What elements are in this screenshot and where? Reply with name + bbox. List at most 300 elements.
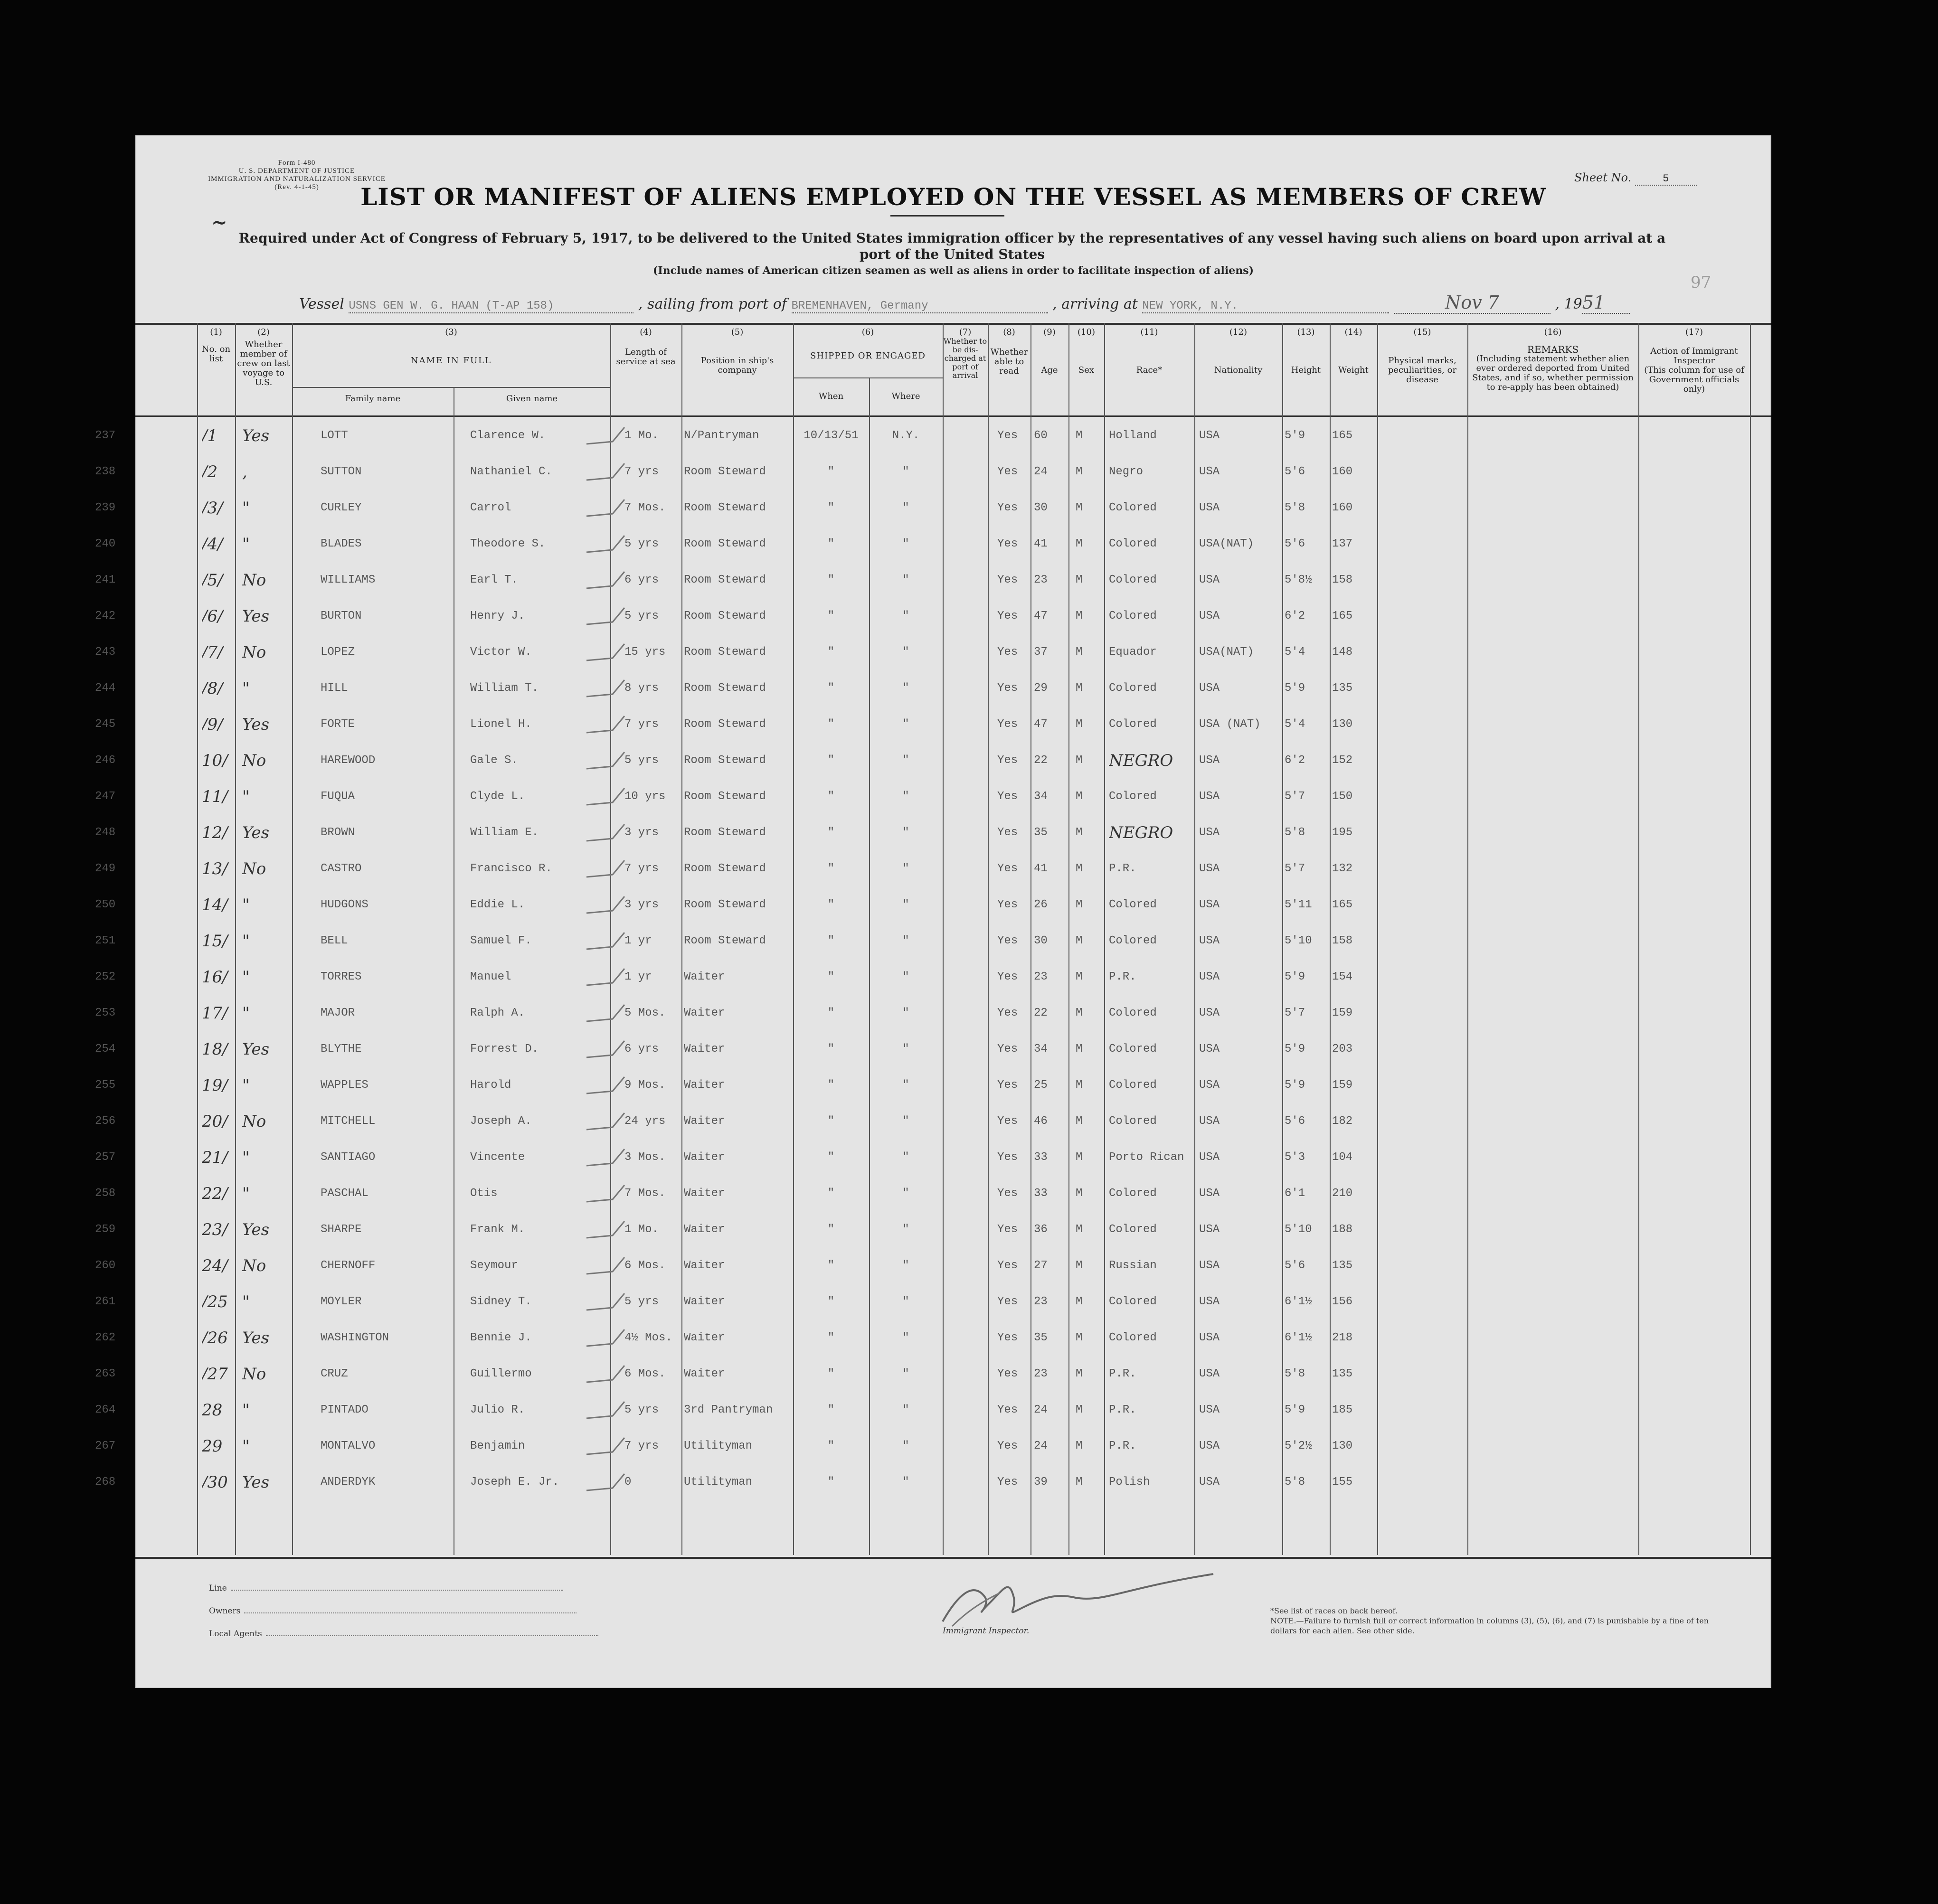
col7-header (943, 328, 988, 380)
table-row (95, 743, 1771, 779)
check-mark (584, 1216, 627, 1245)
table-row (95, 1392, 1771, 1428)
cell-sex: M (1076, 1331, 1083, 1344)
cell-given: Gale S. (470, 754, 518, 767)
cell-when: " (827, 826, 835, 839)
cell-race: NEGRO (1109, 823, 1173, 842)
cell-family: MONTALVO (321, 1440, 376, 1452)
col10-label: Sex (1078, 365, 1095, 375)
arrival-date: Nov 7 (1394, 292, 1550, 314)
cell-length: 6 yrs (624, 1043, 659, 1056)
cell-when: " (827, 1404, 835, 1416)
cell-family: SANTIAGO (321, 1151, 376, 1164)
cell-length: 7 yrs (624, 862, 659, 875)
cell-height: 5'6 (1285, 1115, 1305, 1128)
footnote-races: *See list of races on back hereof. (1270, 1606, 1398, 1615)
cell-no: 10/ (202, 751, 228, 770)
cell-weight: 130 (1332, 718, 1353, 731)
cell-position: Room Steward (684, 610, 766, 622)
cell-given: Forrest D. (470, 1043, 539, 1056)
cell-sex: M (1076, 790, 1083, 803)
col11-header (1104, 328, 1194, 375)
cell-weight: 152 (1332, 754, 1353, 767)
cell-crew: " (242, 1184, 250, 1203)
cell-where: " (902, 646, 909, 659)
cell-no: 21/ (202, 1148, 228, 1167)
cell-age: 23 (1034, 1295, 1048, 1308)
cell-no: 13/ (202, 859, 228, 878)
table-row (95, 1031, 1771, 1067)
cell-nat: USA (1199, 862, 1220, 875)
cell-given: Julio R. (470, 1404, 525, 1416)
cell-nat: USA (1199, 1440, 1220, 1452)
cell-where: " (902, 1259, 909, 1272)
cell-position: 3rd Pantryman (684, 1404, 773, 1416)
cell-where: " (902, 1079, 909, 1092)
col9-header (1030, 328, 1068, 375)
cell-family: WILLIAMS (321, 574, 376, 586)
shipped-subrule (793, 377, 943, 378)
cell-age: 35 (1034, 1331, 1048, 1344)
cell-race: Colored (1109, 1223, 1157, 1236)
cell-race: Colored (1109, 1187, 1157, 1200)
cell-family: SHARPE (321, 1223, 362, 1236)
cell-length: 15 yrs (624, 646, 666, 659)
cell-age: 60 (1034, 429, 1048, 442)
cell-given: Francisco R. (470, 862, 552, 875)
cell-where: " (902, 1476, 909, 1489)
cell-family: MOYLER (321, 1295, 362, 1308)
cell-family: BURTON (321, 610, 362, 622)
cell-margin: 264 (95, 1404, 116, 1416)
table-row (95, 851, 1771, 887)
cell-sex: M (1076, 1295, 1083, 1308)
cell-read: Yes (997, 1476, 1018, 1489)
col12-label: Nationality (1214, 365, 1263, 375)
cell-margin: 261 (95, 1295, 116, 1308)
cell-race: Russian (1109, 1259, 1157, 1272)
col16-label: REMARKS (1527, 344, 1579, 355)
cell-no: 19/ (202, 1076, 228, 1095)
shipped-where-header: Where (891, 391, 920, 401)
cell-where: " (902, 1115, 909, 1128)
cell-family: PASCHAL (321, 1187, 369, 1200)
cell-read: Yes (997, 537, 1018, 550)
cell-position: Room Steward (684, 501, 766, 514)
table-row (95, 1428, 1771, 1464)
cell-margin: 237 (95, 429, 116, 442)
check-mark (584, 783, 627, 812)
footnote (1270, 1606, 1726, 1636)
cell-no: /3/ (202, 499, 223, 518)
agents-label: Local Agents (209, 1629, 262, 1639)
cell-age: 47 (1034, 718, 1048, 731)
cell-read: Yes (997, 1187, 1018, 1200)
cell-given: Theodore S. (470, 537, 546, 550)
table-row (95, 923, 1771, 959)
cell-given: Carrol (470, 501, 511, 514)
check-mark (584, 1072, 627, 1101)
cell-margin: 250 (95, 898, 116, 911)
cell-height: 5'6 (1285, 465, 1305, 478)
sailing-from: BREMENHAVEN, Germany (792, 300, 1048, 313)
table-row (95, 526, 1771, 562)
table-row (95, 707, 1771, 743)
check-mark (584, 1361, 627, 1389)
col15-number: (15) (1413, 327, 1431, 337)
cell-nat: USA (1199, 826, 1220, 839)
cell-read: Yes (997, 1223, 1018, 1236)
col7-label: Whether to be dis-charged at port of arrival (943, 337, 987, 380)
cell-when: " (827, 1043, 835, 1056)
check-mark (584, 820, 627, 848)
col9-label: Age (1041, 365, 1058, 375)
check-mark (584, 1180, 627, 1209)
cell-when: " (827, 790, 835, 803)
cell-where: " (902, 1187, 909, 1200)
cell-family: CASTRO (321, 862, 362, 875)
cell-position: Room Steward (684, 790, 766, 803)
col6-number: (6) (861, 327, 874, 337)
cell-age: 46 (1034, 1115, 1048, 1128)
check-mark (584, 711, 627, 740)
cell-race: Colored (1109, 718, 1157, 731)
cell-where: " (902, 1440, 909, 1452)
cell-length: 5 yrs (624, 1295, 659, 1308)
cell-height: 5'7 (1285, 790, 1305, 803)
col17-number: (17) (1685, 327, 1703, 337)
cell-no: 24/ (202, 1256, 228, 1275)
cell-nat: USA (1199, 1187, 1220, 1200)
form-number: Form I-480 (278, 159, 316, 167)
cell-race: Colored (1109, 790, 1157, 803)
cell-where: " (902, 574, 909, 586)
cell-sex: M (1076, 1440, 1083, 1452)
cell-when: " (827, 682, 835, 695)
cell-height: 5'8 (1285, 501, 1305, 514)
check-mark (584, 1469, 627, 1498)
cell-height: 5'9 (1285, 1404, 1305, 1416)
col13-header (1282, 328, 1330, 375)
cell-height: 5'9 (1285, 1043, 1305, 1056)
cell-position: Room Steward (684, 682, 766, 695)
cell-crew: " (242, 679, 250, 698)
cell-margin: 253 (95, 1007, 116, 1019)
cell-position: Waiter (684, 1115, 725, 1128)
cell-margin: 252 (95, 971, 116, 983)
cell-race: Colored (1109, 501, 1157, 514)
cell-age: 34 (1034, 790, 1048, 803)
cell-given: Vincente (470, 1151, 525, 1164)
cell-where: " (902, 682, 909, 695)
cell-margin: 240 (95, 537, 116, 550)
cell-where: " (902, 826, 909, 839)
inspector-signature (933, 1569, 1218, 1631)
cell-age: 27 (1034, 1259, 1048, 1272)
cell-age: 35 (1034, 826, 1048, 839)
table-row (95, 995, 1771, 1031)
vessel-label: Vessel (299, 296, 344, 312)
col8-header (988, 328, 1030, 376)
cell-given: Benjamin (470, 1440, 525, 1452)
cell-position: Waiter (684, 1367, 725, 1380)
cell-weight: 188 (1332, 1223, 1353, 1236)
cell-sex: M (1076, 1404, 1083, 1416)
vessel-name: USNS GEN W. G. HAAN (T-AP 158) (349, 300, 633, 313)
cell-read: Yes (997, 1295, 1018, 1308)
col12-header (1194, 328, 1282, 375)
cell-nat: USA (1199, 574, 1220, 586)
col11-number: (11) (1140, 327, 1158, 337)
table-row (95, 1176, 1771, 1212)
cell-age: 39 (1034, 1476, 1048, 1489)
cell-where: " (902, 1404, 909, 1416)
cell-length: 5 yrs (624, 537, 659, 550)
cell-height: 5'8 (1285, 826, 1305, 839)
col10-header (1068, 328, 1104, 375)
header-divider (135, 415, 1771, 417)
cell-nat: USA (1199, 1079, 1220, 1092)
cell-length: 1 Mo. (624, 429, 659, 442)
col4-header (610, 328, 681, 367)
cell-nat: USA (NAT) (1199, 718, 1261, 731)
cell-family: WAPPLES (321, 1079, 369, 1092)
table-row (95, 454, 1771, 490)
cell-crew: Yes (242, 607, 270, 626)
cell-position: Waiter (684, 1259, 725, 1272)
cell-when: " (827, 718, 835, 731)
col13-number: (13) (1297, 327, 1315, 337)
cell-family: SUTTON (321, 465, 362, 478)
col17-label: Action of Immigrant Inspector (1650, 346, 1738, 366)
cell-crew: " (242, 499, 250, 518)
owners-label: Owners (209, 1606, 241, 1616)
table-row (95, 1284, 1771, 1320)
cell-height: 5'9 (1285, 682, 1305, 695)
department: U. S. DEPARTMENT OF JUSTICE (238, 167, 355, 175)
cell-where: " (902, 1007, 909, 1019)
cell-race: Equador (1109, 646, 1157, 659)
cell-when: " (827, 465, 835, 478)
cell-length: 5 yrs (624, 610, 659, 622)
cell-no: 20/ (202, 1112, 228, 1131)
cell-read: Yes (997, 429, 1018, 442)
family-name-header: Family name (345, 394, 401, 404)
cell-age: 37 (1034, 646, 1048, 659)
cell-weight: 195 (1332, 826, 1353, 839)
cell-sex: M (1076, 1007, 1083, 1019)
cell-read: Yes (997, 971, 1018, 983)
cell-when: " (827, 646, 835, 659)
cell-position: Waiter (684, 1079, 725, 1092)
cell-sex: M (1076, 610, 1083, 622)
cell-read: Yes (997, 1367, 1018, 1380)
cell-nat: USA (1199, 465, 1220, 478)
table-row (95, 1067, 1771, 1103)
cell-height: 5'9 (1285, 1079, 1305, 1092)
check-mark (584, 964, 627, 992)
check-mark (584, 1433, 627, 1461)
cell-sex: M (1076, 971, 1083, 983)
cell-nat: USA (1199, 1476, 1220, 1489)
cell-when: " (827, 754, 835, 767)
cell-margin: 255 (95, 1079, 116, 1092)
col10-number: (10) (1078, 327, 1095, 337)
cell-when: " (827, 537, 835, 550)
cell-height: 5'6 (1285, 1259, 1305, 1272)
cell-length: 6 Mos. (624, 1367, 666, 1380)
inspector-label: Immigrant Inspector. (943, 1626, 1030, 1636)
check-mark (584, 1144, 627, 1173)
col16-number: (16) (1544, 327, 1562, 337)
cell-age: 23 (1034, 574, 1048, 586)
cell-length: 1 Mo. (624, 1223, 659, 1236)
cell-sex: M (1076, 1476, 1083, 1489)
cell-margin: 254 (95, 1043, 116, 1056)
cell-race: Colored (1109, 682, 1157, 695)
cell-age: 22 (1034, 1007, 1048, 1019)
check-mark (584, 531, 627, 559)
cell-given: Clarence W. (470, 429, 546, 442)
check-mark (584, 1000, 627, 1028)
cell-sex: M (1076, 1223, 1083, 1236)
cell-age: 23 (1034, 1367, 1048, 1380)
cell-height: 5'4 (1285, 646, 1305, 659)
cell-read: Yes (997, 718, 1018, 731)
cell-margin: 263 (95, 1367, 116, 1380)
cell-race: Colored (1109, 1007, 1157, 1019)
cell-no: /25 (202, 1292, 228, 1311)
cell-sex: M (1076, 718, 1083, 731)
cell-position: Waiter (684, 1043, 725, 1056)
cell-family: FUQUA (321, 790, 355, 803)
cell-when: " (827, 1259, 835, 1272)
cell-where: " (902, 1295, 909, 1308)
given-name-header: Given name (506, 394, 558, 404)
cell-sex: M (1076, 465, 1083, 478)
cell-sex: M (1076, 1367, 1083, 1380)
cell-family: BROWN (321, 826, 355, 839)
cell-age: 22 (1034, 754, 1048, 767)
cell-weight: 165 (1332, 898, 1353, 911)
cell-position: Room Steward (684, 934, 766, 947)
include-note: (Include names of American citizen seamen as well as aliens in order to facilitate inspection of aliens) (652, 264, 1254, 277)
cell-family: TORRES (321, 971, 362, 983)
cell-nat: USA (1199, 429, 1220, 442)
cell-height: 5'2½ (1285, 1440, 1312, 1452)
cell-when: " (827, 1476, 835, 1489)
cell-nat: USA(NAT) (1199, 646, 1254, 659)
cell-age: 23 (1034, 971, 1048, 983)
cell-given: Joseph E. Jr. (470, 1476, 559, 1489)
cell-race: Colored (1109, 1043, 1157, 1056)
cell-margin: 258 (95, 1187, 116, 1200)
cell-race: Porto Rican (1109, 1151, 1184, 1164)
cell-nat: USA (1199, 1295, 1220, 1308)
cell-nat: USA (1199, 1115, 1220, 1128)
cell-nat: USA (1199, 1007, 1220, 1019)
cell-position: Room Steward (684, 862, 766, 875)
col2-number: (2) (257, 327, 270, 337)
cell-sex: M (1076, 754, 1083, 767)
cell-family: FORTE (321, 718, 355, 731)
table-row (95, 1103, 1771, 1140)
cell-family: BLYTHE (321, 1043, 362, 1056)
cell-position: Waiter (684, 1295, 725, 1308)
cell-given: Seymour (470, 1259, 518, 1272)
cell-weight: 154 (1332, 971, 1353, 983)
manifest-sheet (95, 135, 1771, 1688)
check-mark (584, 1253, 627, 1281)
cell-weight: 165 (1332, 429, 1353, 442)
cell-read: Yes (997, 610, 1018, 622)
cell-nat: USA (1199, 934, 1220, 947)
cell-read: Yes (997, 574, 1018, 586)
cell-sex: M (1076, 898, 1083, 911)
cell-age: 30 (1034, 501, 1048, 514)
cell-no: /27 (202, 1365, 228, 1384)
cell-height: 5'9 (1285, 429, 1305, 442)
cell-height: 5'7 (1285, 862, 1305, 875)
cell-weight: 130 (1332, 1440, 1353, 1452)
cell-race: Colored (1109, 1079, 1157, 1092)
cell-sex: M (1076, 1259, 1083, 1272)
cell-given: Guillermo (470, 1367, 532, 1380)
cell-height: 5'7 (1285, 1007, 1305, 1019)
cell-age: 36 (1034, 1223, 1048, 1236)
cell-crew: " (242, 1401, 250, 1420)
check-mark (584, 567, 627, 595)
cell-age: 30 (1034, 934, 1048, 947)
col14-number: (14) (1344, 327, 1362, 337)
cell-length: 1 yr (624, 971, 652, 983)
cell-read: Yes (997, 862, 1018, 875)
sheet-number-label: Sheet No. (1574, 171, 1632, 184)
cell-where: " (902, 465, 909, 478)
table-row (95, 1320, 1771, 1356)
cell-race: Negro (1109, 465, 1144, 478)
cell-read: Yes (997, 934, 1018, 947)
table-row (95, 562, 1771, 598)
cell-length: 3 yrs (624, 826, 659, 839)
line-field (209, 1584, 563, 1593)
cell-race: P.R. (1109, 971, 1136, 983)
cell-no: /9/ (202, 715, 223, 734)
col2-label: Whether member of crew on last voyage to U.S. (237, 339, 290, 387)
cell-when: " (827, 1007, 835, 1019)
table-row (95, 815, 1771, 851)
col5-number: (5) (731, 327, 744, 337)
table-row (95, 598, 1771, 634)
cell-family: PINTADO (321, 1404, 369, 1416)
cell-no: 18/ (202, 1040, 228, 1059)
cell-where: " (902, 1151, 909, 1164)
cell-read: Yes (997, 1007, 1018, 1019)
cell-weight: 135 (1332, 682, 1353, 695)
cell-given: William E. (470, 826, 539, 839)
cell-read: Yes (997, 1043, 1018, 1056)
cell-age: 41 (1034, 862, 1048, 875)
cell-race: P.R. (1109, 1440, 1136, 1452)
cell-read: Yes (997, 1259, 1018, 1272)
check-mark (584, 1289, 627, 1317)
cell-when: " (827, 971, 835, 983)
cell-length: 5 yrs (624, 754, 659, 767)
cell-no: 22/ (202, 1184, 228, 1203)
col17-header (1638, 328, 1750, 394)
cell-nat: USA (1199, 971, 1220, 983)
check-mark (584, 603, 627, 632)
